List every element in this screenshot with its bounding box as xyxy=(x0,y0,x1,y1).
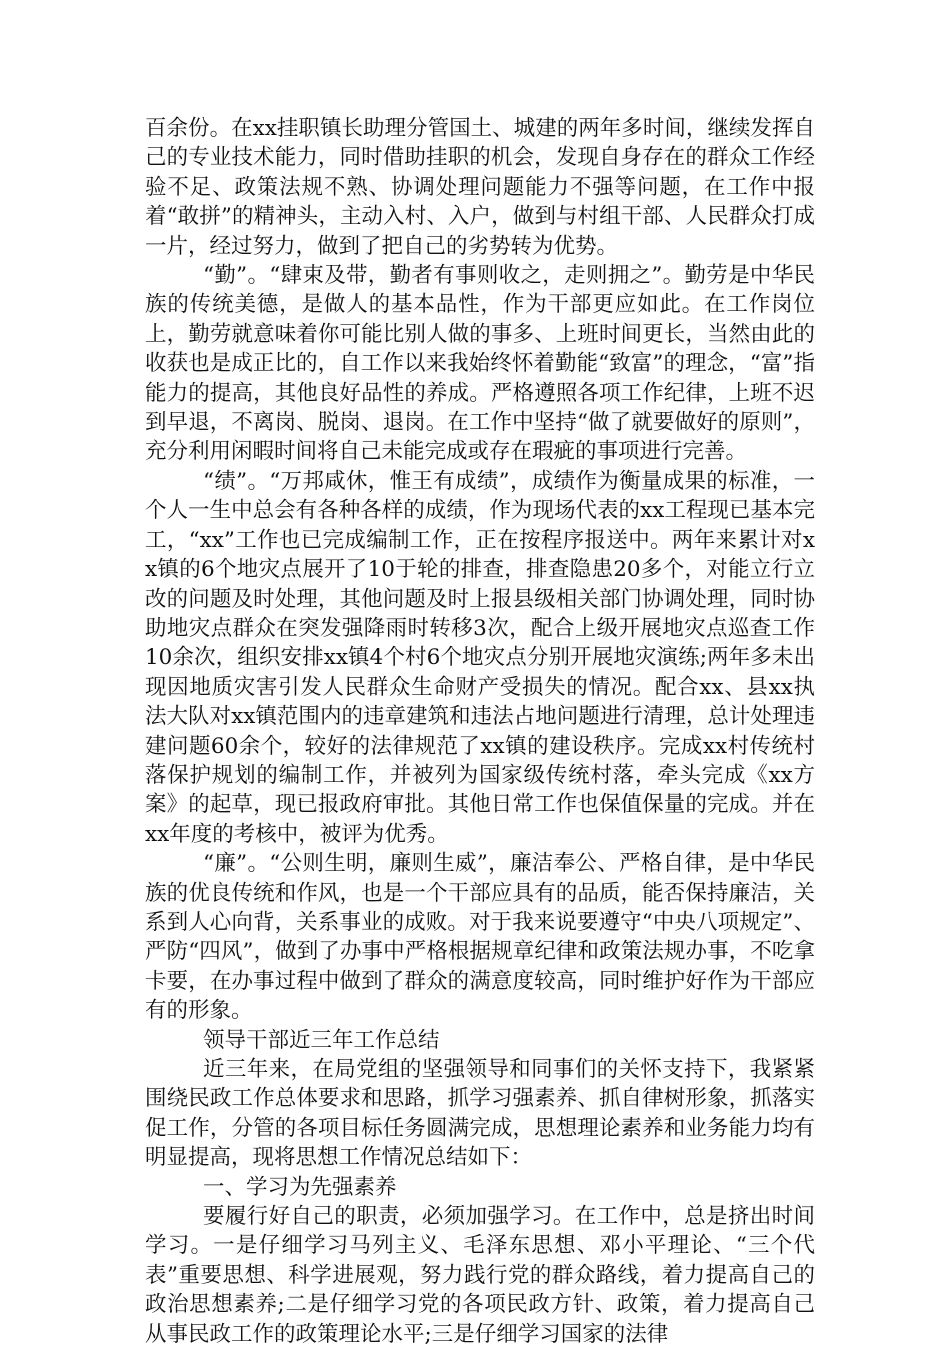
paragraph-intro: 近三年来，在局党组的坚强领导和同事们的关怀支持下，我紧紧围绕民政工作总体要求和思路，抓学习强素养、抓自律树形象，抓落实促工作，分管的各项目标任务圆满完成，思想理论素养和业务能力均有明显提高，现将思想工作情况总结如下： xyxy=(145,1057,815,1171)
paragraph-study: 要履行好自己的职责，必须加强学习。在工作中，总是挤出时间学习。一是仔细学习马列主义、毛泽东思想、邓小平理论、“三个代表”重要思想、科学进展观，努力践行党的群众路线，着力提高自己的政治思想素养;二是仔细学习党的各项民政方针、政策，着力提高自己从事民政工作的政策理论水平;三是仔细学习国家的法律 xyxy=(145,1204,815,1347)
paragraph-continuation: 百余份。在xx挂职镇长助理分管国土、城建的两年多时间，继续发挥自己的专业技术能力，同时借助挂职的机会，发现自身存在的群众工作经验不足、政策法规不熟、协调处理问题能力不强等问题，在工作中报着“敢拼”的精神头，主动入村、入户，做到与村组干部、人民群众打成一片，经过努力，做到了把自己的劣势转为优势。 xyxy=(145,116,815,259)
section-title: 领导干部近三年工作总结 xyxy=(203,1027,440,1053)
paragraph-lian: “廉”。“公则生明，廉则生威”，廉洁奉公、严格自律，是中华民族的优良传统和作风，也是一个干部应具有的品质，能否保持廉洁，关系到人心向背，关系事业的成败。对于我来说要遵守“中央八项规定”、严防“四风”，做到了办事中严格根据规章纪律和政策法规办事，不吃拿卡要，在办事过程中做到了群众的满意度较高，同时维护好作为干部应有的形象。 xyxy=(145,851,815,1024)
paragraph-ji: “绩”。“万邦咸休，惟王有成绩”，成绩作为衡量成果的标准，一个人一生中总会有各种各样的成绩，作为现场代表的xx工程现已基本完工，“xx”工作也已完成编制工作，正在按程序报送中。两年来累计对xx镇的6个地灾点展开了10于轮的排查，排查隐患20多个，对能立行立改的问题及时处理，其他问题及时上报县级相关部门协调处理，同时协助地灾点群众在突发强降雨时转移3次，配合上级开展地灾点巡查工作10余次，组织安排xx镇4个村6个地灾点分别开展地灾演练;两年多未出现因地质灾害引发人民群众生命财产受损失的情况。配合xx、县xx执法大队对xx镇范围内的违章建筑和违法占地问题进行清理，总计处理违建问题60余个，较好的法律规范了xx镇的建设秩序。完成xx村传统村落保护规划的编制工作，并被列为国家级传统村落，牵头完成《xx方案》的起草，现已报政府审批。其他日常工作也保值保量的完成。并在xx年度的考核中，被评为优秀。 xyxy=(145,468,815,847)
document-body xyxy=(145,114,815,1349)
paragraph-qin: “勤”。“肆束及带，勤者有事则收之，走则拥之”。勤劳是中华民族的传统美德，是做人的基本品性，作为干部更应如此。在工作岗位上，勤劳就意味着你可能比别人做的事多、上班时间更长，当然由此的收获也是成正比的，自工作以来我始终怀着勤能“致富”的理念，“富”指能力的提高，其他良好品性的养成。严格遵照各项工作纪律，上班不迟到早退，不离岗、脱岗、退岗。在工作中坚持“做了就要做好的原则”，充分利用闲暇时间将自己未能完成或存在瑕疵的事项进行完善。 xyxy=(145,263,815,465)
section-heading-study: 一、学习为先强素养 xyxy=(203,1174,397,1200)
